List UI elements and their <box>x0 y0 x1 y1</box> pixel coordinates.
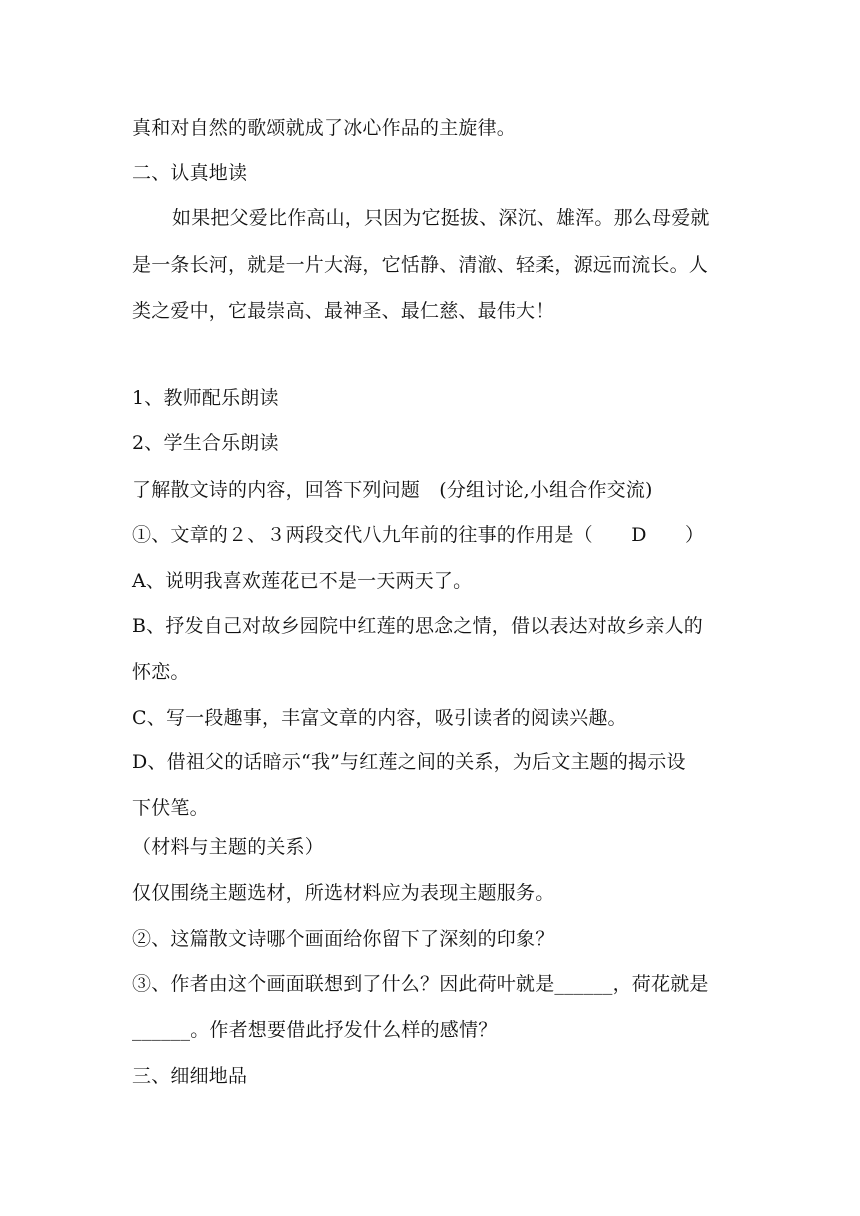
paragraph-line: 了解散文诗的内容，回答下列问题 (分组讨论,小组合作交流) <box>132 479 653 501</box>
paragraph-line: 仅仅围绕主题选材，所选材料应为表现主题服务。 <box>132 882 555 904</box>
question-line: ②、这篇散文诗哪个画面给你留下了深刻的印象？ <box>132 928 555 950</box>
option-line: 怀恋。 <box>132 661 190 683</box>
paragraph-line: 如果把父爱比作高山，只因为它挺拔、深沉、雄浑。那么母爱就 <box>172 207 710 229</box>
question-line: ③、作者由这个画面联想到了什么？因此荷叶就是______，荷花就是 <box>132 973 709 995</box>
option-line: B、抒发自己对故乡园院中红莲的思念之情，借以表达对故乡亲人的 <box>132 615 703 637</box>
paragraph-line: 是一条长河，就是一片大海，它恬静、清澈、轻柔，源远而流长。人 <box>132 254 709 276</box>
section-heading: 三、细细地品 <box>132 1065 248 1087</box>
note-line: （材料与主题的关系） <box>132 836 325 858</box>
option-line: 下伏笔。 <box>132 797 209 819</box>
list-item: 1、教师配乐朗读 <box>132 387 279 409</box>
option-line: A、说明我喜欢莲花已不是一天两天了。 <box>132 570 473 592</box>
paragraph-line: 真和对自然的歌颂就成了冰心作品的主旋律。 <box>132 117 517 139</box>
paragraph-line: 类之爱中，它最崇高、最神圣、最仁慈、最伟大！ <box>132 300 555 322</box>
option-line: D、借祖父的话暗示“我”与红莲之间的关系，为后文主题的揭示设 <box>132 751 686 773</box>
list-item: 2、学生合乐朗读 <box>132 432 279 454</box>
question-line: ①、文章的２、３两段交代八九年前的往事的作用是（ D ） <box>132 524 705 546</box>
section-heading: 二、认真地读 <box>132 162 248 184</box>
option-line: C、写一段趣事，丰富文章的内容，吸引读者的阅读兴趣。 <box>132 707 627 729</box>
question-line: ______。作者想要借此抒发什么样的感情？ <box>132 1019 498 1041</box>
